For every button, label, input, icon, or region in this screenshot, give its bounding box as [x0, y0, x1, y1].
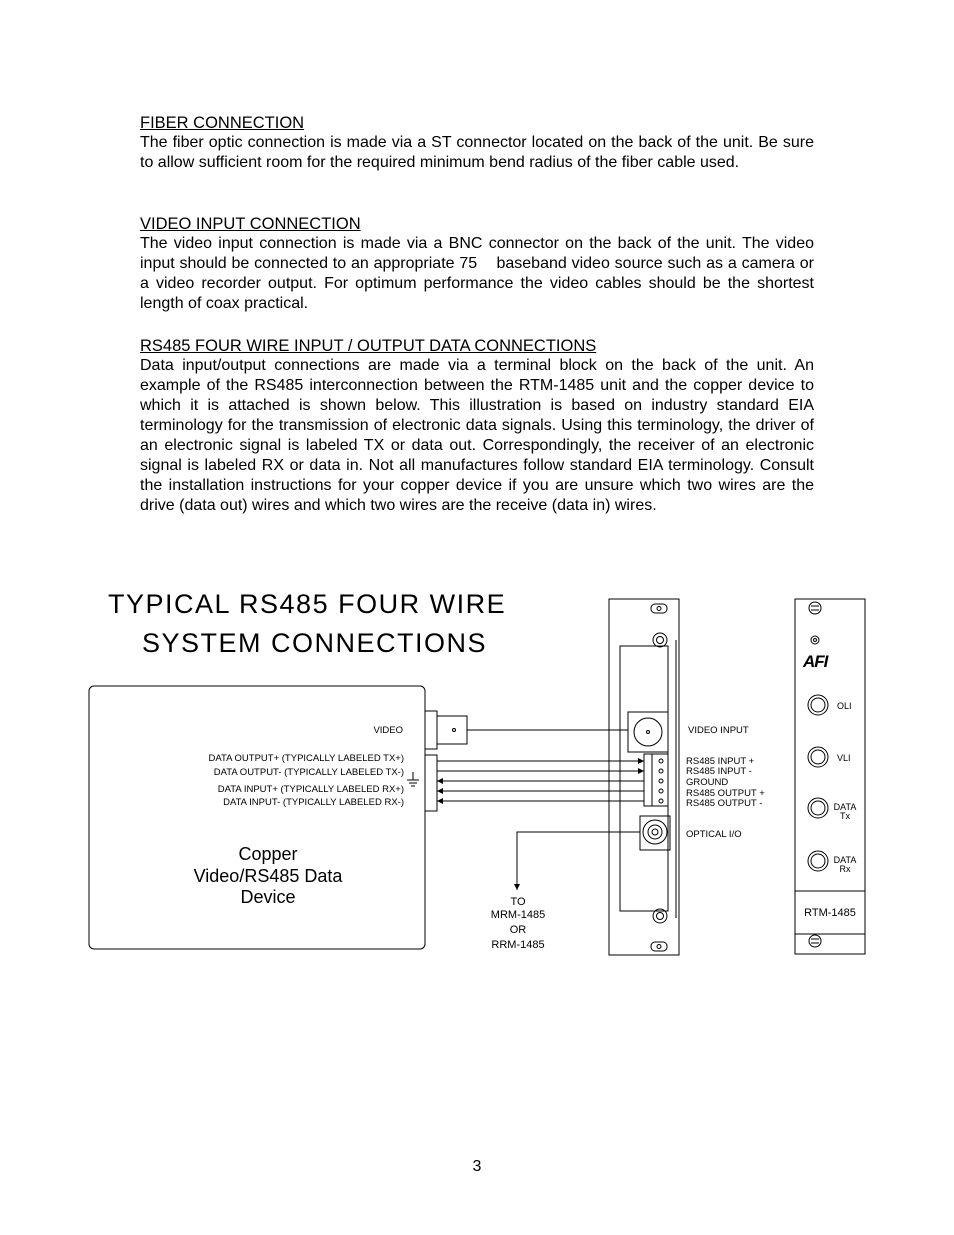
terminal-label-input-plus: RS485 INPUT +: [686, 756, 755, 767]
to-label-line2: MRM-1485: [490, 909, 546, 921]
page-number: 3: [472, 1158, 482, 1175]
section-heading: FIBER CONNECTION: [140, 114, 305, 132]
pin-label-tx-plus: DATA OUTPUT+ (TYPICALLY LABELED TX+): [208, 753, 404, 764]
data-tx-label-line2: Tx: [840, 811, 850, 821]
fiber-line: [517, 832, 640, 890]
rtm-rear-panel: [609, 599, 679, 955]
video-label: VIDEO: [373, 725, 403, 736]
terminal-label-input-minus: RS485 INPUT -: [686, 766, 752, 777]
section-body: The video input connection is made via a BNC connector on the back of the unit. The video input should be connected to an appropriate 75 baseband video source such as a camera or a video recorder output. For optimum performance the video cables should be the shortest length of coax practical.: [140, 235, 819, 312]
connector-icon: [453, 729, 456, 732]
section-body: The fiber optic connection is made via a ST connector located on the back of the unit. Be sure to allow sufficient room for the required minimum bend radius of the fiber cable used.: [140, 134, 814, 171]
data-rx-label-line1: DATA: [833, 855, 857, 865]
section-heading: VIDEO INPUT CONNECTION: [140, 215, 361, 233]
data-rx-label-line2: Rx: [839, 864, 851, 874]
afi-logo: AFI: [803, 652, 828, 671]
oli-label: OLI: [837, 701, 852, 711]
data-tx-label-line1: DATA: [833, 802, 857, 812]
diagram-title-line1: TYPICAL RS485 FOUR WIRE: [108, 589, 507, 619]
optical-io-label: OPTICAL I/O: [686, 829, 742, 840]
wires: [437, 730, 644, 890]
pin-label-rx-plus: DATA INPUT+ (TYPICALLY LABELED RX+): [217, 784, 404, 795]
pin-label-tx-minus: DATA OUTPUT- (TYPICALLY LABELED TX-): [213, 767, 404, 778]
terminal-label-ground: GROUND: [686, 777, 729, 788]
diagram-title-line2: SYSTEM CONNECTIONS: [142, 628, 488, 658]
to-label-line4: RRM-1485: [491, 939, 545, 951]
data-connector-body: [425, 755, 437, 811]
ground-icon: [407, 772, 419, 786]
model-label: RTM-1485: [804, 907, 856, 919]
vli-label: VLI: [837, 753, 851, 763]
terminal-label-output-plus: RS485 OUTPUT +: [686, 788, 765, 799]
video-input-label: VIDEO INPUT: [688, 725, 749, 736]
to-label-line3: OR: [509, 924, 527, 936]
pin-label-rx-minus: DATA INPUT- (TYPICALLY LABELED RX-): [223, 797, 404, 808]
to-label-line1: TO: [510, 896, 526, 908]
section-heading: RS485 FOUR WIRE INPUT / OUTPUT DATA CONNECTIONS: [140, 337, 597, 355]
device-name-line2: Video/RS485 Data: [193, 866, 343, 886]
terminal-label-output-minus: RS485 OUTPUT -: [686, 798, 763, 809]
device-name-line1: Copper: [238, 844, 298, 864]
device-name-line3: Device: [240, 887, 296, 907]
video-connector-body: [425, 711, 437, 749]
section-body: Data input/output connections are made via a terminal block on the back of the unit. An example of the RS485 interconnection between the RTM-1485 unit and the copper device to which it is attached is shown below. This illustration is based on industry standard EIA terminology for the transmission of electronic data signals. Using this terminology, the driver of an electronic signal is labeled TX or data out. Correspondingly, the receiver of an electronic signal is labeled RX or data in. Not all manufactures follow standard EIA terminology. Consult the installation instructions for your copper device if you are unsure which two wires are the drive (data out) wires and which two wires are the receive (data in) wires.: [140, 357, 814, 514]
